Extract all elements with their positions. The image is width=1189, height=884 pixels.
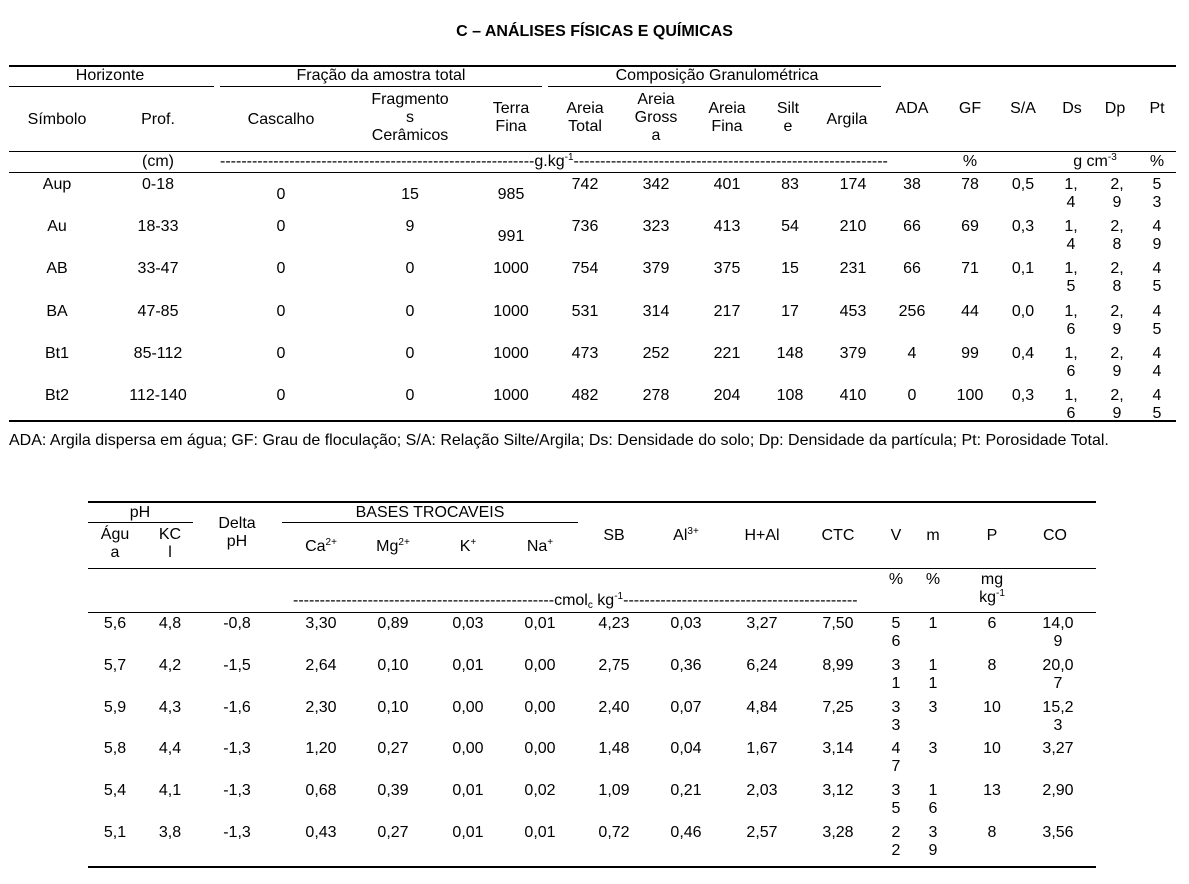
group-header-bases: BASES TROCAVEIS xyxy=(355,504,505,521)
unit-cmolc: -------------------------------------------------cmol$_c$ $kg^{-1}--------------------------------------------$ xyxy=(293,592,858,610)
table1-cell-terra_fina: 1000 xyxy=(493,387,529,404)
table2-cell-ca: 2,30 xyxy=(305,699,337,716)
col-header-co: CO xyxy=(1043,527,1067,544)
table2-cell-agua: 5,9 xyxy=(103,699,127,716)
table1-cell-fragmentos: 15 xyxy=(401,186,419,203)
table1-cell-fragmentos: 0 xyxy=(405,303,415,320)
table2-cell-mg: 0,39 xyxy=(377,782,409,799)
col-header-delta-ph: Delta pH xyxy=(218,515,256,550)
table1-cell-silte: 108 xyxy=(776,387,804,404)
col-header-silte: Silt e xyxy=(776,100,800,135)
table1-cell-areia_fina: 401 xyxy=(713,176,741,193)
table2-cell-kcl: 4,3 xyxy=(158,699,182,716)
table1-cell-simbolo: AB xyxy=(46,260,68,277)
table2-cell-na: 0,00 xyxy=(524,699,556,716)
table2-cell-p: 8 xyxy=(987,657,997,674)
table2-cell-sb: 0,72 xyxy=(598,824,630,841)
table1-cell-gf: 69 xyxy=(961,218,979,235)
table2-cell-co: 15,2 3 xyxy=(1042,699,1074,734)
table2-cell-na: 0,01 xyxy=(524,824,556,841)
table2-cell-m: 1 xyxy=(928,615,938,632)
table1-cell-argila: 231 xyxy=(839,260,867,277)
table2-group-rule-bases xyxy=(282,522,578,523)
table1-cell-areia_total: 736 xyxy=(571,218,599,235)
group-header-ph: pH xyxy=(129,504,151,521)
table2-cell-delta: -1,3 xyxy=(223,740,251,757)
table2-cell-agua: 5,6 xyxy=(103,615,127,632)
table1-cell-sa: 0,0 xyxy=(1011,303,1035,320)
table2-cell-p: 10 xyxy=(983,740,1001,757)
col-header-fragmentos: Fragmento s Cerâmicos xyxy=(371,91,449,144)
table1-cell-prof: 85-112 xyxy=(133,345,183,362)
table1-cell-sa: 0,5 xyxy=(1011,176,1035,193)
table2-cell-k: 0,03 xyxy=(452,615,484,632)
table2-cell-agua: 5,8 xyxy=(103,740,127,757)
table2-cell-ca: 3,30 xyxy=(305,615,337,632)
table1-cell-gf: 44 xyxy=(961,303,979,320)
table2-cell-kcl: 4,8 xyxy=(158,615,182,632)
table1-cell-ada: 256 xyxy=(898,303,926,320)
table1-cell-prof: 47-85 xyxy=(137,303,179,320)
table1-cell-simbolo: Bt2 xyxy=(44,387,70,404)
unit-pt: % xyxy=(1149,153,1165,170)
table1-cell-prof: 33-47 xyxy=(137,260,179,277)
table2-cell-ca: 2,64 xyxy=(305,657,337,674)
table1-cell-dp: 2, 8 xyxy=(1110,260,1124,295)
table2-cell-m: 3 xyxy=(928,699,938,716)
table1-cell-simbolo: BA xyxy=(46,303,68,320)
table2-cell-co: 3,56 xyxy=(1042,824,1074,841)
col-header-areia-fina: Areia Fina xyxy=(708,100,746,135)
table1-cell-areia_fina: 221 xyxy=(713,345,741,362)
col-header-sb: SB xyxy=(603,527,625,544)
table2-cell-delta: -1,3 xyxy=(223,824,251,841)
table2-cell-p: 13 xyxy=(983,782,1001,799)
table1-cell-gf: 100 xyxy=(956,387,984,404)
table2-cell-kcl: 4,1 xyxy=(158,782,182,799)
table1-cell-ada: 4 xyxy=(907,345,917,362)
col-header-dp: Dp xyxy=(1104,100,1126,117)
table2-top-rule xyxy=(88,501,1096,503)
table1-cell-prof: 112-140 xyxy=(129,387,187,404)
table1-cell-terra_fina: 1000 xyxy=(493,303,529,320)
table2-cell-m: 1 6 xyxy=(928,782,938,817)
table1-cell-ada: 0 xyxy=(907,387,917,404)
table1-cell-areia_fina: 204 xyxy=(713,387,741,404)
table1-cell-ds: 1, 6 xyxy=(1064,303,1078,338)
table1-cell-areia_fina: 413 xyxy=(713,218,741,235)
table1-cell-argila: 174 xyxy=(839,176,867,193)
table1-cell-ada: 66 xyxy=(903,218,921,235)
table2-cell-agua: 5,4 xyxy=(103,782,127,799)
col-header-prof: Prof. xyxy=(141,111,175,128)
table2-cell-na: 0,02 xyxy=(524,782,556,799)
table1-cell-ds: 1, 5 xyxy=(1064,260,1078,295)
table2-cell-hal: 1,67 xyxy=(746,740,778,757)
table2-header-rule xyxy=(88,568,1096,569)
table2-cell-hal: 6,24 xyxy=(746,657,778,674)
col-header-areia-total: Areia Total xyxy=(566,100,604,135)
table2-cell-kcl: 4,4 xyxy=(158,740,182,757)
col-header-ada: ADA xyxy=(895,100,929,117)
col-header-terra-fina: Terra Fina xyxy=(492,100,530,135)
table2-bottom-rule xyxy=(88,866,1096,868)
table2-cell-m: 3 9 xyxy=(928,824,938,859)
table2-cell-m: 3 xyxy=(928,740,938,757)
table2-cell-na: 0,00 xyxy=(524,740,556,757)
table2-cell-hal: 4,84 xyxy=(746,699,778,716)
col-header-v: V xyxy=(890,527,902,544)
unit-prof: (cm) xyxy=(142,153,174,170)
table1-cell-ds: 1, 6 xyxy=(1064,345,1078,380)
table1-cell-silte: 148 xyxy=(776,345,804,362)
page-title: C – ANÁLISES FÍSICAS E QUÍMICAS xyxy=(456,23,733,40)
table1-cell-argila: 453 xyxy=(839,303,867,320)
table2-cell-co: 14,0 9 xyxy=(1042,615,1074,650)
table1-top-rule xyxy=(9,65,1176,67)
table1-cell-terra_fina: 991 xyxy=(497,228,525,245)
table1-group-rule-composicao xyxy=(548,86,881,87)
table1-cell-areia_fina: 217 xyxy=(713,303,741,320)
table1-cell-areia_total: 531 xyxy=(571,303,599,320)
table1-cell-fragmentos: 0 xyxy=(405,387,415,404)
table1-cell-ds: 1, 4 xyxy=(1064,218,1078,253)
col-header-agua: Águ a xyxy=(100,526,130,561)
col-header-cascalho: Cascalho xyxy=(247,111,315,128)
col-header-k: K+ xyxy=(459,537,477,555)
table1-cell-ds: 1, 6 xyxy=(1064,387,1078,422)
col-header-al: $Al^{3+}$ xyxy=(673,526,699,544)
table1-cell-cascalho: 0 xyxy=(276,260,286,277)
table2-cell-hal: 2,57 xyxy=(746,824,778,841)
table2-cell-v: 3 5 xyxy=(891,782,901,817)
table1-cell-silte: 15 xyxy=(781,260,799,277)
unit-m: % xyxy=(925,571,941,588)
table2-cell-kcl: 3,8 xyxy=(158,824,182,841)
table1-cell-silte: 54 xyxy=(781,218,799,235)
table2-cell-k: 0,00 xyxy=(452,699,484,716)
table1-cell-silte: 17 xyxy=(781,303,799,320)
table1-cell-dp: 2, 9 xyxy=(1110,176,1124,211)
table2-cell-na: 0,00 xyxy=(524,657,556,674)
table1-group-rule-fracao xyxy=(220,86,542,87)
table1-cell-ada: 66 xyxy=(903,260,921,277)
table1-cell-areia_total: 482 xyxy=(571,387,599,404)
col-header-kcl: KC l xyxy=(158,526,182,561)
table1-cell-terra_fina: 1000 xyxy=(493,260,529,277)
table1-cell-pt: 4 5 xyxy=(1152,260,1162,295)
table1-cell-silte: 83 xyxy=(781,176,799,193)
table2-cell-ca: 1,20 xyxy=(305,740,337,757)
table1-cell-cascalho: 0 xyxy=(276,218,286,235)
table1-cell-fragmentos: 0 xyxy=(405,260,415,277)
table1-cell-pt: 4 9 xyxy=(1152,218,1162,253)
table2-cell-sb: 1,48 xyxy=(598,740,630,757)
table1-cell-simbolo: Bt1 xyxy=(44,345,70,362)
table2-cell-mg: 0,89 xyxy=(377,615,409,632)
table2-cell-hal: 3,27 xyxy=(746,615,778,632)
table2-cell-al: 0,04 xyxy=(670,740,702,757)
table2-cell-k: 0,00 xyxy=(452,740,484,757)
table2-cell-v: 3 1 xyxy=(891,657,901,692)
table1-cell-argila: 410 xyxy=(839,387,867,404)
table1-cell-sa: 0,3 xyxy=(1011,387,1035,404)
unit-gkg: $-----------------------------------------------------------g.kg^{-1}--------------------------------------------------------$--- xyxy=(220,153,888,170)
table1-cell-ada: 38 xyxy=(903,176,921,193)
table1-cell-areia_grossa: 342 xyxy=(642,176,670,193)
unit-gf: % xyxy=(962,153,978,170)
table2-cell-delta: -0,8 xyxy=(223,615,251,632)
table1-cell-areia_grossa: 379 xyxy=(642,260,670,277)
table1-cell-dp: 2, 9 xyxy=(1110,303,1124,338)
table1-cell-argila: 210 xyxy=(839,218,867,235)
table1-cell-cascalho: 0 xyxy=(276,387,286,404)
table2-cell-delta: -1,5 xyxy=(223,657,251,674)
table1-cell-simbolo: Aup xyxy=(42,176,72,193)
table2-cell-delta: -1,3 xyxy=(223,782,251,799)
col-header-sa: S/A xyxy=(1010,100,1036,117)
unit-p: mg $kg^{-1}$ xyxy=(979,571,1005,606)
table1-cell-simbolo: Au xyxy=(47,218,67,235)
table2-cell-p: 8 xyxy=(987,824,997,841)
table2-cell-al: 0,36 xyxy=(670,657,702,674)
table2-cell-al: 0,21 xyxy=(670,782,702,799)
table2-cell-agua: 5,1 xyxy=(103,824,127,841)
table2-cell-k: 0,01 xyxy=(452,657,484,674)
table1-group-rule-horizonte xyxy=(9,86,214,87)
table1-cell-pt: 4 5 xyxy=(1152,303,1162,338)
table2-cell-mg: 0,10 xyxy=(377,657,409,674)
table1-cell-fragmentos: 0 xyxy=(405,345,415,362)
table1-cell-areia_grossa: 278 xyxy=(642,387,670,404)
table2-cell-delta: -1,6 xyxy=(223,699,251,716)
col-header-pt: Pt xyxy=(1149,100,1165,117)
table1-cell-gf: 78 xyxy=(961,176,979,193)
table2-cell-ctc: 3,14 xyxy=(822,740,854,757)
col-header-areia-grossa: Areia Gross a xyxy=(634,91,678,144)
table1-cell-prof: 18-33 xyxy=(137,218,179,235)
table2-cell-ctc: 7,25 xyxy=(822,699,854,716)
table2-cell-m: 1 1 xyxy=(928,657,938,692)
table2-cell-kcl: 4,2 xyxy=(158,657,182,674)
table2-cell-k: 0,01 xyxy=(452,782,484,799)
table1-cell-terra_fina: 985 xyxy=(497,186,525,203)
table2-cell-ctc: 3,28 xyxy=(822,824,854,841)
col-header-ctc: CTC xyxy=(821,527,855,544)
table2-cell-v: 3 3 xyxy=(891,699,901,734)
table2-cell-na: 0,01 xyxy=(524,615,556,632)
table1-cell-cascalho: 0 xyxy=(276,186,286,203)
table2-cell-mg: 0,10 xyxy=(377,699,409,716)
table1-cell-areia_fina: 375 xyxy=(713,260,741,277)
table2-cell-co: 3,27 xyxy=(1042,740,1074,757)
table-footnote: ADA: Argila dispersa em água; GF: Grau de floculação; S/A: Relação Silte/Argila; Ds: Densidade do solo; Dp: Densidade da partícula; Pt: Porosidade Total. xyxy=(9,432,1109,449)
table2-cell-co: 20,0 7 xyxy=(1042,657,1074,692)
table2-cell-v: 2 2 xyxy=(891,824,901,859)
table1-cell-fragmentos: 9 xyxy=(405,218,415,235)
table2-cell-sb: 1,09 xyxy=(598,782,630,799)
col-header-simbolo: Símbolo xyxy=(27,111,87,128)
table1-cell-dp: 2, 8 xyxy=(1110,218,1124,253)
unit-dsdp: g $cm^{-3}$ xyxy=(1073,152,1117,170)
col-header-mg: $Mg^{2+}$ xyxy=(376,537,410,555)
table2-cell-sb: 4,23 xyxy=(598,615,630,632)
table2-cell-hal: 2,03 xyxy=(746,782,778,799)
table1-cell-areia_total: 754 xyxy=(571,260,599,277)
table1-cell-areia_grossa: 314 xyxy=(642,303,670,320)
col-header-ds: Ds xyxy=(1062,100,1082,117)
table2-cell-ca: 0,68 xyxy=(305,782,337,799)
table2-cell-ctc: 8,99 xyxy=(822,657,854,674)
table2-cell-agua: 5,7 xyxy=(103,657,127,674)
table1-cell-areia_total: 742 xyxy=(571,176,599,193)
table1-cell-gf: 99 xyxy=(961,345,979,362)
table2-unit-rule xyxy=(88,612,1096,613)
table2-cell-mg: 0,27 xyxy=(377,740,409,757)
table2-cell-ctc: 3,12 xyxy=(822,782,854,799)
table1-cell-ds: 1, 4 xyxy=(1064,176,1078,211)
table2-cell-al: 0,46 xyxy=(670,824,702,841)
group-header-fracao: Fração da amostra total xyxy=(296,67,466,84)
table1-cell-gf: 71 xyxy=(961,260,979,277)
group-header-composicao: Composição Granulométrica xyxy=(615,67,819,84)
table1-cell-areia_total: 473 xyxy=(571,345,599,362)
table1-cell-terra_fina: 1000 xyxy=(493,345,529,362)
table2-cell-p: 6 xyxy=(987,615,997,632)
col-header-m: m xyxy=(926,527,940,544)
table1-cell-sa: 0,3 xyxy=(1011,218,1035,235)
table1-cell-pt: 4 5 xyxy=(1152,387,1162,422)
table2-cell-ctc: 7,50 xyxy=(822,615,854,632)
table1-cell-sa: 0,1 xyxy=(1011,260,1035,277)
table2-cell-ca: 0,43 xyxy=(305,824,337,841)
table1-cell-sa: 0,4 xyxy=(1011,345,1035,362)
table2-cell-k: 0,01 xyxy=(452,824,484,841)
table2-cell-mg: 0,27 xyxy=(377,824,409,841)
col-header-h-al: H+Al xyxy=(744,527,780,544)
col-header-gf: GF xyxy=(958,100,982,117)
table2-cell-sb: 2,40 xyxy=(598,699,630,716)
table2-group-rule-ph xyxy=(88,522,193,523)
table1-cell-pt: 4 4 xyxy=(1152,345,1162,380)
table1-cell-areia_grossa: 252 xyxy=(642,345,670,362)
table1-header-rule xyxy=(9,151,1176,152)
table1-cell-dp: 2, 9 xyxy=(1110,345,1124,380)
unit-v: % xyxy=(888,571,904,588)
table1-cell-cascalho: 0 xyxy=(276,345,286,362)
table2-cell-v: 4 7 xyxy=(891,740,901,775)
table2-cell-al: 0,07 xyxy=(670,699,702,716)
table1-cell-prof: 0-18 xyxy=(141,176,175,193)
table1-cell-cascalho: 0 xyxy=(276,303,286,320)
table2-cell-v: 5 6 xyxy=(891,615,901,650)
table1-cell-argila: 379 xyxy=(839,345,867,362)
table1-unit-rule xyxy=(9,172,1176,173)
table2-cell-al: 0,03 xyxy=(670,615,702,632)
table1-bottom-rule xyxy=(9,420,1176,422)
col-header-p: P xyxy=(986,527,998,544)
col-header-argila: Argila xyxy=(826,111,868,128)
group-header-horizonte: Horizonte xyxy=(75,67,145,84)
table1-cell-areia_grossa: 323 xyxy=(642,218,670,235)
table1-cell-dp: 2, 9 xyxy=(1110,387,1124,422)
table2-cell-sb: 2,75 xyxy=(598,657,630,674)
table2-cell-p: 10 xyxy=(983,699,1001,716)
col-header-ca: $Ca^{2+}$ xyxy=(305,537,337,555)
table1-cell-pt: 5 3 xyxy=(1152,176,1162,211)
col-header-na: Na+ xyxy=(526,537,554,555)
table2-cell-co: 2,90 xyxy=(1042,782,1074,799)
